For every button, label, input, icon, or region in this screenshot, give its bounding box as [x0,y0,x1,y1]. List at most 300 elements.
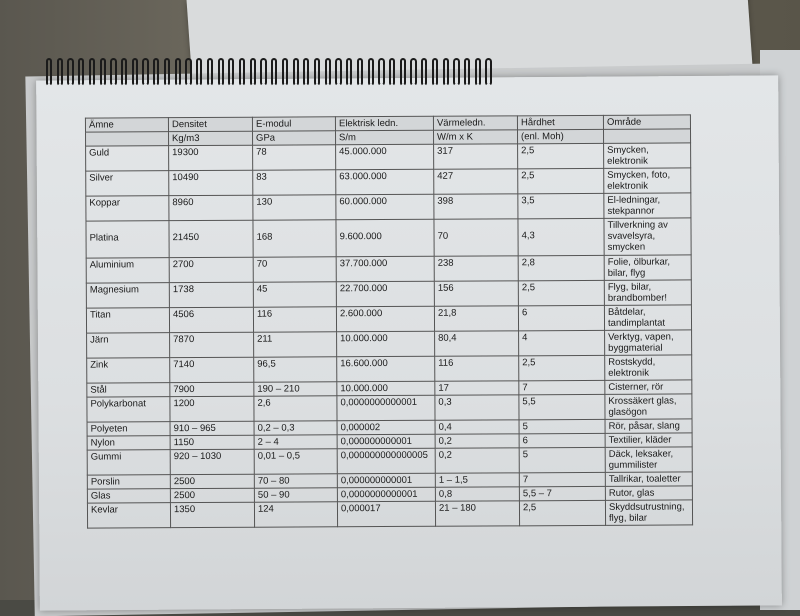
table-row [86,143,691,171]
conductivity-value: 22.700.000 [339,283,388,295]
spiral-ring [100,58,106,86]
spiral-ring [293,58,299,86]
material-value: Polyeten [90,423,128,435]
conductivity-cell [337,434,435,449]
density-cell [169,307,253,332]
unit-cell: W/m x K [433,130,517,144]
density-value: 920 – 1030 [173,450,222,463]
thermal-cell [435,448,519,473]
area-cell [605,447,692,472]
material-cell [87,489,170,503]
material-value: Stål [90,384,107,396]
emodulus-value: 116 [256,308,273,320]
area-value: Smycken, foto, elektronik [607,169,671,192]
thermal-value: 21,8 [437,307,457,319]
material-cell [86,196,169,221]
materials-table [85,114,693,528]
table-row [87,330,692,358]
conductivity-value: 16.600.000 [340,358,388,370]
emodulus-value: 2,6 [257,397,271,409]
area-cell [605,500,692,525]
table-body [86,143,693,528]
material-value: Gummi [90,451,122,463]
emodulus-value: 50 – 90 [257,489,290,501]
hardness-cell [519,447,605,472]
emodulus-cell [254,502,337,527]
area-value: Rör, påsar, slang [608,420,680,432]
spiral-ring [485,58,491,86]
density-value: 7870 [173,334,195,346]
hardness-cell [518,168,604,193]
hardness-value: 2,5 [521,282,536,294]
conductivity-cell [337,448,435,474]
table-row [86,280,691,308]
emodulus-value: 70 – 80 [257,475,290,487]
density-cell [170,382,254,396]
thermal-value: 317 [437,145,453,157]
thermal-value: 427 [437,170,454,182]
density-value: 2500 [173,490,196,502]
spiral-ring [46,58,52,86]
spiral-ring [389,58,395,86]
area-cell [604,280,691,305]
area-value: El-ledningar, stekpannor [607,194,661,217]
conductivity-value: 0,000017 [340,503,381,515]
table-row [86,193,691,221]
header-cell: Område [603,115,690,129]
spiral-ring [164,58,170,86]
material-cell [86,308,169,333]
hardness-value: 5 [522,421,528,433]
conductivity-cell [336,306,434,332]
emodulus-cell [254,332,337,357]
spiral-ring [89,58,95,86]
area-value: Skyddsutrustning, flyg, bilar [608,501,685,524]
emodulus-value: 83 [256,171,267,183]
emodulus-cell [253,220,336,257]
hardness-value: 6 [521,307,528,319]
area-value: Båtdelar, tandimplantat [607,306,666,329]
conductivity-cell [337,395,435,421]
table-row [86,218,691,258]
density-value: 10490 [172,171,199,184]
thermal-cell [434,194,518,219]
spiral-ring [57,58,63,86]
conductivity-cell [337,420,435,435]
hardness-cell [519,433,605,447]
density-cell [169,170,253,195]
spiral-ring [453,58,459,86]
header-cell: Densitet [168,117,252,131]
table-row [87,500,692,528]
table-row [86,168,691,196]
emodulus-cell [253,195,336,220]
material-value: Magnesium [89,284,139,296]
material-cell [86,283,169,308]
conductivity-value: 0,000002 [340,422,381,434]
emodulus-cell [254,382,337,396]
area-value: Tallrikar, toaletter [608,473,681,485]
density-cell [170,396,254,421]
thermal-cell [434,281,518,306]
material-value: Zink [90,359,109,371]
material-value: Kevlar [90,504,118,516]
thermal-value: 116 [438,357,454,369]
spiral-ring [142,58,148,86]
area-value: Rostskydd, elektronik [608,356,656,379]
header-cell: Ämne [85,118,168,132]
hardness-cell [518,218,604,255]
density-cell [170,357,254,382]
thermal-cell [435,331,519,356]
spiral-ring [303,58,309,86]
hardness-value: 2,5 [521,145,535,157]
conductivity-value: 0,000000000001 [340,435,412,448]
density-cell [169,195,253,220]
emodulus-cell [254,488,337,502]
area-value: Tillverkning av svavelsyra, smycken [607,219,668,253]
material-cell [87,397,170,422]
density-value: 8960 [172,197,194,209]
conductivity-value: 2.600.000 [339,308,383,320]
spiral-ring [78,58,84,86]
spiral-ring [271,58,277,86]
area-value: Verktyg, vapen, byggmaterial [608,331,674,354]
material-cell [87,436,170,450]
spiral-ring [250,58,256,86]
hardness-value: 4 [522,332,528,344]
area-cell [605,380,692,394]
conductivity-value: 0,000000000000005 [340,449,428,462]
hardness-cell [518,305,604,330]
material-cell [87,383,170,397]
conductivity-value: 10.000.000 [340,333,388,345]
hardness-value: 7 [522,474,529,486]
density-cell [170,332,254,357]
spiral-ring [378,58,384,86]
hardness-cell [518,255,604,280]
material-value: Porslin [90,476,120,488]
hardness-cell [519,419,605,433]
spiral-ring [357,58,363,86]
density-value: 1350 [173,504,196,516]
spiral-ring [282,58,288,86]
area-value: Folie, ölburkar, bilar, flyg [607,256,671,279]
spiral-ring [421,58,427,86]
unit-cell [603,129,690,143]
material-cell [86,146,169,171]
conductivity-cell [336,144,434,170]
emodulus-cell [253,282,336,307]
conductivity-value: 60.000.000 [339,196,387,208]
density-cell [169,145,253,170]
thermal-cell [435,395,519,420]
material-cell [87,333,170,358]
unit-cell [86,132,169,146]
area-cell [604,168,691,193]
thermal-value: 0,2 [438,449,452,461]
conductivity-cell [337,487,435,502]
conductivity-value: 45.000.000 [339,146,387,158]
area-cell [604,218,691,255]
area-cell [605,419,692,433]
spiral-ring [196,58,202,86]
area-value: Flyg, bilar, brandbomber! [607,281,668,304]
spiral-ring [185,58,191,86]
hardness-cell [518,193,604,218]
density-value: 4506 [172,309,195,321]
conductivity-value: 0,000000000001 [340,474,413,487]
area-value: Cisterner, rör [608,381,664,393]
thermal-cell [435,487,519,501]
hardness-cell [518,143,604,168]
thermal-cell [434,219,518,256]
density-cell [169,282,253,307]
thermal-cell [434,306,518,331]
table-row [86,255,691,283]
thermal-value: 238 [437,257,454,269]
area-value: Textilier, kläder [608,434,672,446]
material-value: Glas [90,490,111,502]
material-value: Aluminium [89,259,135,271]
emodulus-value: 78 [256,146,267,158]
material-value: Koppar [89,197,121,209]
material-cell [87,358,170,383]
spiral-ring [218,58,224,86]
area-cell [605,355,692,380]
conductivity-value: 10.000.000 [340,383,388,395]
emodulus-cell [253,257,336,282]
density-value: 1150 [173,437,195,449]
conductivity-cell [336,169,434,195]
material-value: Silver [89,172,114,184]
spiral-ring [175,58,181,86]
area-value: Rutor, glas [608,487,655,499]
hardness-value: 5,5 [522,396,536,408]
conductivity-cell [336,256,434,282]
density-cell [170,488,254,502]
spiral-ring [207,58,213,86]
thermal-cell [435,356,519,381]
emodulus-cell [254,357,337,382]
spiral-ring [400,58,406,86]
area-cell [604,255,691,280]
density-cell [170,474,254,488]
emodulus-value: 168 [256,231,273,243]
thermal-value: 80,4 [438,332,457,344]
spiral-ring [67,58,73,86]
density-value: 910 – 965 [173,422,216,435]
density-cell [170,502,254,527]
area-cell [604,305,691,330]
area-cell [605,486,692,500]
thermal-cell [435,420,519,434]
header-cell: Värmeledn. [433,116,517,130]
area-cell [605,330,692,355]
density-value: 7900 [173,384,195,396]
emodulus-cell [253,170,336,195]
thermal-value: 70 [437,230,449,242]
emodulus-value: 96,5 [257,358,276,370]
material-value: Nylon [90,437,115,449]
emodulus-value: 211 [257,333,273,345]
conductivity-cell [337,501,435,527]
spiral-ring [335,58,341,86]
unit-cell: GPa [253,131,336,145]
density-cell [170,449,254,474]
hardness-cell [518,280,604,305]
density-cell [169,220,253,257]
density-value: 1200 [173,398,195,410]
density-value: 21450 [172,231,200,244]
emodulus-cell [253,307,336,332]
material-cell [87,450,170,475]
thermal-value: 0,8 [438,488,453,500]
emodulus-value: 190 – 210 [257,383,300,395]
material-value: Titan [89,309,111,321]
thermal-cell [434,256,518,281]
area-value: Krossäkert glas, glasögon [608,395,677,418]
emodulus-value: 124 [257,503,274,515]
density-value: 19300 [172,146,199,159]
emodulus-cell [254,421,337,435]
density-value: 2500 [173,476,196,488]
area-cell [604,193,691,218]
thermal-value: 0,4 [438,421,452,433]
thermal-cell [435,434,519,448]
emodulus-value: 0,2 – 0,3 [257,422,295,434]
hardness-value: 2,8 [521,257,535,269]
material-cell [86,221,169,258]
spiral-ring [228,58,234,86]
spiral-ring [121,58,127,86]
spiral-ring [239,58,245,86]
spiral-ring [368,58,374,86]
header-cell: Elektrisk ledn. [335,116,433,131]
spiral-ring [325,58,331,86]
table-row [86,305,691,333]
conductivity-cell [336,219,434,257]
spiral-ring [410,58,416,86]
thermal-cell [434,144,518,169]
thermal-value: 21 – 180 [438,502,476,514]
conductivity-cell [337,331,435,357]
conductivity-cell [337,381,435,396]
density-value: 1738 [172,284,194,296]
area-cell [604,143,691,168]
hardness-cell [519,472,605,486]
material-value: Järn [90,334,109,346]
thermal-value: 0,2 [438,435,452,447]
conductivity-value: 0,0000000000001 [340,396,418,409]
material-cell [86,171,169,196]
conductivity-value: 0,0000000000001 [340,488,418,501]
hardness-value: 5 [522,449,529,461]
material-cell [87,503,170,528]
emodulus-value: 2 – 4 [257,436,279,448]
material-value: Platina [89,232,119,244]
conductivity-cell [336,281,434,307]
hardness-value: 6 [522,435,528,447]
table-row [87,394,692,422]
spiral-ring [346,58,352,86]
area-cell [605,394,692,419]
thermal-cell [435,501,519,526]
thermal-cell [435,473,519,487]
unit-cell: S/m [336,130,434,145]
emodulus-cell [253,145,336,170]
table-row [87,355,692,383]
density-cell [170,421,254,435]
hardness-value: 5,5 – 7 [522,488,552,500]
emodulus-cell [254,449,337,474]
thermal-value: 1 – 1,5 [438,474,468,486]
density-cell [170,435,254,449]
material-value: Guld [89,147,110,159]
thermal-value: 0,3 [438,396,452,408]
area-cell [605,472,692,486]
hardness-value: 7 [522,382,528,394]
material-cell [86,258,169,283]
density-value: 7140 [173,359,195,371]
emodulus-value: 0,01 – 0,5 [257,450,300,462]
thermal-value: 398 [437,195,454,207]
area-cell [605,433,692,447]
conductivity-cell [336,194,434,220]
unit-cell: Kg/m3 [169,131,253,145]
density-value: 2700 [172,259,194,271]
spiral-ring [432,58,438,86]
hardness-cell [519,330,605,355]
thermal-value: 17 [438,382,449,394]
conductivity-value: 37.700.000 [339,258,388,270]
thermal-cell [435,381,519,395]
spiral-ring [110,58,116,86]
thermal-cell [434,169,518,194]
conductivity-value: 63.000.000 [339,171,387,183]
area-value: Smycken, elektronik [607,144,649,167]
spiral-ring [464,58,470,86]
area-value: Däck, leksaker, gummilister [608,448,674,471]
hardness-value: 2,5 [521,170,535,182]
emodulus-value: 70 [256,258,268,270]
spiral-ring [475,58,481,86]
spiral-ring [153,58,159,86]
hardness-cell [519,380,605,394]
hardness-value: 3,5 [521,195,535,207]
conductivity-value: 9.600.000 [339,231,382,243]
spiral-ring [314,58,320,86]
emodulus-cell [254,396,337,421]
material-cell [87,422,170,436]
spiral-binding [46,58,496,88]
hardness-cell [519,486,605,500]
hardness-value: 2,5 [522,357,536,369]
material-value: Polykarbonat [90,398,146,410]
unit-cell: (enl. Moh) [517,129,603,143]
hardness-cell [519,394,605,419]
spiral-ring [132,58,138,86]
hardness-value: 4,3 [521,230,535,242]
hardness-cell [519,355,605,380]
header-cell: E-modul [252,117,335,131]
emodulus-cell [254,435,337,449]
spiral-ring [443,58,449,86]
hardness-value: 2,5 [522,502,537,514]
density-cell [169,257,253,282]
header-cell: Hårdhet [517,115,603,129]
spiral-ring [260,58,266,86]
